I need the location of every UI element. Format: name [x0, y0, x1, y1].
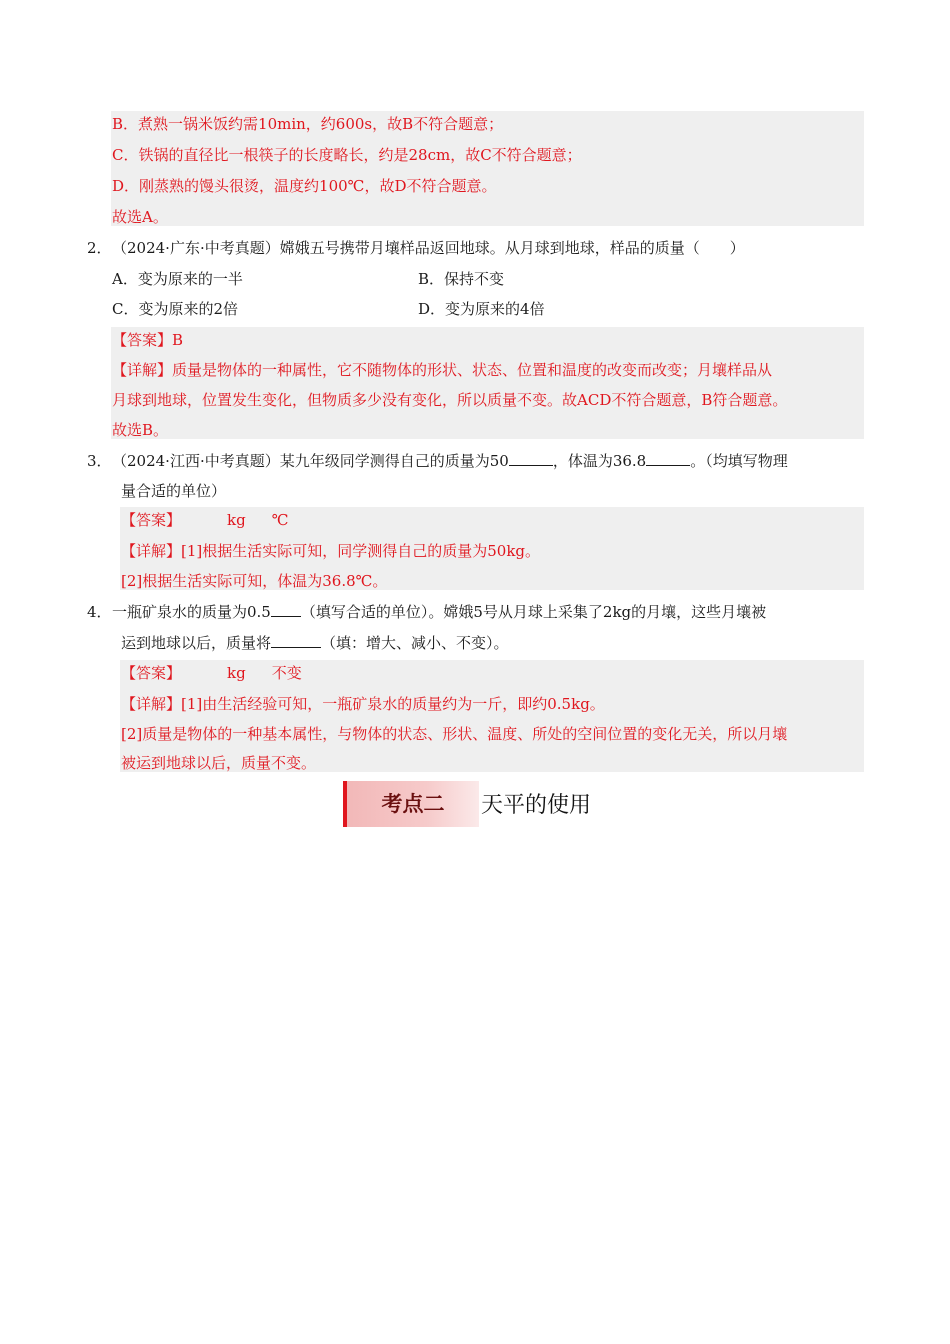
section-title: 天平的使用	[481, 793, 592, 818]
q4-stem-line2-part2: （填：增大、减小、不变）。	[321, 634, 509, 652]
q4-stem	[112, 602, 766, 622]
q2-detail-line1: 【详解】质量是物体的一种属性，它不随物体的形状、状态、位置和温度的改变而改变；月壤样品从	[112, 361, 773, 379]
q4-answer	[121, 663, 302, 683]
q3-stem-part1: （2024·江西·中考真题）某九年级同学测得自己的质量为50	[112, 452, 509, 470]
q4-stem-part2: （填写合适的单位）。嫦娥5号从月球上采集了2kg的月壤，这些月壤被	[300, 603, 767, 621]
q2-number: 2．	[87, 239, 112, 257]
q3-answer	[121, 510, 289, 530]
section-badge-text: 考点二	[381, 792, 445, 816]
q2-option-d: D．变为原来的4倍	[418, 300, 545, 318]
q4-answer-2: 不变	[271, 664, 302, 682]
q2-detail-line2: 月球到地球，位置发生变化，但物质多少没有变化，所以质量不变。故ACD不符合题意，B符合题意。	[112, 391, 788, 409]
q3-detail-line2: [2]根据生活实际可知，体温为36.8℃。	[121, 572, 388, 590]
q4-answer-label: 【答案】	[121, 664, 182, 682]
q4-answer-1: kg	[227, 664, 246, 682]
q1-option-c-explanation: C．铁锅的直径比一根筷子的长度略长，约是28cm，故C不符合题意；	[112, 146, 582, 164]
section-badge	[343, 781, 479, 827]
q3-stem-line2: 量合适的单位）	[121, 482, 227, 500]
q4-number: 4．	[87, 603, 112, 621]
q3-detail-line1: 【详解】[1]根据生活实际可知，同学测得自己的质量为50kg。	[121, 542, 541, 560]
q4-stem-line2-part1: 运到地球以后，质量将	[121, 634, 272, 652]
q3-stem-part2: ，体温为36.8	[552, 452, 647, 470]
q3-blank-1	[509, 451, 553, 466]
q1-option-b-explanation: B．煮熟一锅米饭约需10min，约600s，故B不符合题意；	[112, 115, 504, 133]
q4-stem-part1: 一瓶矿泉水的质量为0.5	[112, 603, 271, 621]
q4-detail-line1: 【详解】[1]由生活经验可知，一瓶矿泉水的质量约为一斤，即约0.5kg。	[121, 695, 605, 713]
q3-answer-1: kg	[227, 511, 246, 529]
q2-conclusion: 故选B。	[112, 421, 169, 439]
q4-detail-line2: [2]质量是物体的一种基本属性，与物体的状态、形状、温度、所处的空间位置的变化无关，所以月壤	[121, 725, 788, 743]
q2-option-c: C．变为原来的2倍	[112, 300, 239, 318]
q2-answer: 【答案】B	[112, 331, 184, 349]
q4-blank-1	[271, 602, 301, 617]
q1-conclusion: 故选A。	[112, 208, 168, 226]
q3-blank-2	[646, 451, 690, 466]
q4-detail-line3: 被运到地球以后，质量不变。	[121, 754, 317, 772]
q1-option-d-explanation: D．刚蒸熟的馒头很烫，温度约100℃，故D不符合题意。	[112, 177, 497, 195]
q3-stem	[112, 451, 788, 471]
q4-stem-line2	[121, 633, 509, 653]
q2-answer-block	[111, 327, 864, 439]
q3-answer-label: 【答案】	[121, 511, 182, 529]
q2-option-b: B．保持不变	[418, 270, 505, 288]
q3-stem-part3: 。（均填写物理	[690, 452, 788, 470]
q2-stem: （2024·广东·中考真题）嫦娥五号携带月壤样品返回地球。从月球到地球，样品的质量（ ）	[112, 239, 745, 257]
q3-number: 3．	[87, 452, 112, 470]
q3-answer-2: ℃	[271, 511, 289, 529]
q2-option-a: A．变为原来的一半	[112, 270, 243, 288]
q4-blank-2	[271, 633, 321, 648]
